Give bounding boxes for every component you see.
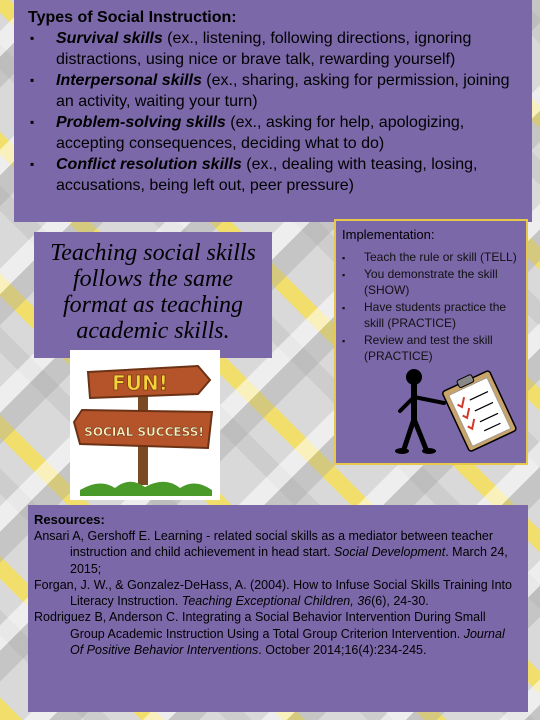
list-item [28,28,522,70]
square-bullet-icon: ▪ [30,73,35,87]
square-bullet-icon: ▪ [30,115,35,129]
list-item [342,266,518,299]
signpost-icon [70,350,220,500]
skill-description: (ex., dealing with teasing, losing, accusations, being left out, peer pressure) [56,156,478,194]
sign-success-text: SOCIAL SUCCESS! [84,425,204,439]
skill-description: (ex., listening, following directions, ignoring distractions, using nice or brave talk, rewarding yourself) [56,30,472,68]
stick-figure-clipboard-icon [392,367,522,457]
reference-source: Social Development [334,545,446,560]
skill-term: Problem-solving skills [56,114,226,131]
reference-item [34,609,520,658]
list-item [342,332,518,365]
reference-text: Ansari A, Gershoff E. Learning - related social skills as a mediator between teacher instruction and child achievement in head start. [34,529,494,560]
step-text: You demonstrate the skill (SHOW) [364,266,498,297]
square-bullet-icon: ▪ [342,302,346,313]
list-item [342,249,518,266]
implementation-panel [334,219,528,465]
types-heading: Types of Social Instruction: [28,9,237,26]
reference-text: Forgan, J. W., & Gonzalez-DeHass, A. (2004). How to Infuse Social Skills Training Into Literacy Instruction. [34,577,512,609]
list-item [28,70,522,112]
skill-description: (ex., asking for help, apologizing, accepting consequences, deciding what to do) [56,114,465,152]
step-text: Review and test the skill (PRACTICE) [364,332,493,363]
reference-source: Journal Of Positive Behavior Interventions [70,626,505,658]
square-bullet-icon: ▪ [342,269,346,280]
reference-item [34,528,520,577]
quote-text: Teaching social skills follows the same format as teaching academic skills. [50,240,256,344]
list-item [28,154,522,196]
resources-panel [28,505,528,712]
types-panel [14,0,532,222]
reference-source: Teaching Exceptional Children, 36 [181,594,372,609]
list-item [342,299,518,332]
signpost-illustration [70,350,220,500]
implementation-heading: Implementation: [342,227,435,242]
reference-details: . March 24, 2015; [70,545,508,576]
list-item [28,112,522,154]
implementation-list [342,249,518,365]
square-bullet-icon: ▪ [342,335,346,346]
resources-heading: Resources: [34,512,105,527]
square-bullet-icon: ▪ [30,157,35,171]
skill-description: (ex., sharing, asking for permission, joining an activity, waiting your turn) [56,72,510,110]
reference-text: Rodriguez B, Anderson C. Integrating a Social Behavior Intervention During Small Group Academic Instruction Using a Total Group Criterion Intervention. [34,610,486,641]
reference-item [34,577,520,610]
skill-term: Interpersonal skills [56,72,202,89]
quote-panel [34,232,272,358]
reference-details: (6), 24-30. [371,594,429,609]
types-list [28,28,522,196]
square-bullet-icon: ▪ [30,31,35,45]
skill-term: Conflict resolution skills [56,156,242,173]
square-bullet-icon: ▪ [342,253,346,263]
step-text: Teach the rule or skill (TELL) [364,250,517,264]
reference-details: . October 2014;16(4):234-245. [258,643,427,658]
sign-fun-text: FUN! [112,371,168,395]
step-text: Have students practice the skill (PRACTICE) [364,299,507,330]
skill-term: Survival skills [56,30,163,47]
